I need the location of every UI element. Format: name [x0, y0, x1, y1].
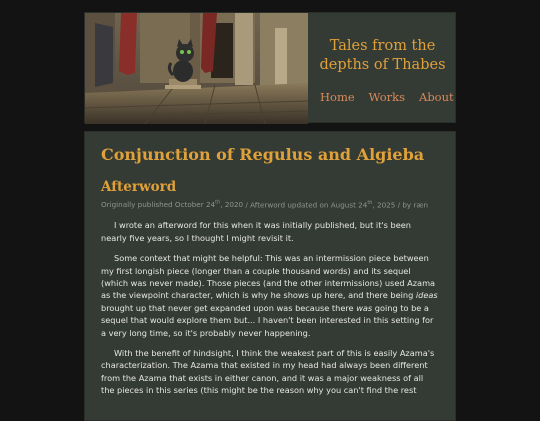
paragraph-2: Some context that might be helpful: This was an intermission piece between my first longish piece (longer than a couple thousand words) and its sequel (which was never made). Those pieces (and the other intermissions) used Azama as the viewpoint character, which is why he shows up here, and there being ideas brought up that never get expanded upon was because there was going to be a sequel that would explore them but... I haven't been interested in this setting for a very long time, so it's probably never happening. [101, 253, 438, 338]
header-banner-image [85, 13, 308, 124]
paragraph-3: With the benefit of hindsight, I think the weakest part of this is easily Azama's characterization. The Azama that existed in my head had always been different from the Azama that exists in either canon, and it was a major weakness of all the pieces in this series (this might be the reason why you can't find the rest [101, 348, 435, 396]
post-content [84, 131, 456, 421]
site-title[interactable] [310, 37, 455, 75]
paragraph-1: I wrote an afterword for this when it was initially published, but it's been nearly five years, so I thought I might revisit it. [101, 220, 411, 243]
nav-works-link[interactable]: Works [368, 90, 406, 104]
nav-about-link[interactable]: About [419, 90, 454, 104]
site-title-line-2: depths of Thabes [319, 57, 446, 73]
published-date-link[interactable]: Originally published October 24th, 2020 [101, 200, 244, 210]
main-nav [320, 90, 454, 104]
section-title: Afterword [101, 179, 177, 195]
author-link[interactable]: by ræn [402, 200, 429, 210]
post-title: Conjunction of Regulus and Algieba [101, 145, 425, 164]
site-title-line-1: Tales from the [329, 38, 436, 54]
site-header [84, 12, 456, 123]
post-meta: Originally published October 24th, 2020 / Afterword updated on August 24th, 2025 / by ræn [101, 200, 429, 210]
nav-home-link[interactable]: Home [320, 90, 355, 104]
